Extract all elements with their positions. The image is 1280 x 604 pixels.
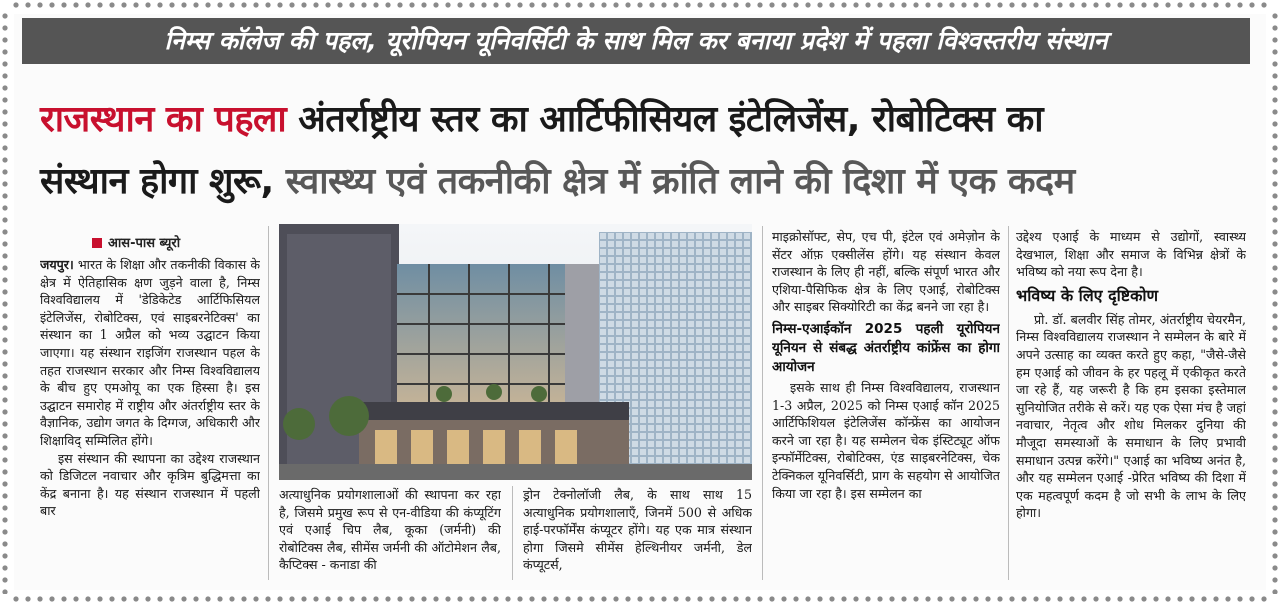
paragraph: माइक्रोसॉफ्ट, सेप, एच पी, इंटेल एवं अमेज़ोन के सेंटर ऑफ़ एक्सीलेंस होंगे। यह संस्थान केवल राजस्थान के लिए ही नहीं, बल्कि संपूर्ण भारत और एशिया-पैसिफिक क्षेत्र के लिए एआई, रोबोटिक्स और साइबर सिक्योरिटी का केंद्र बनने जा रहा है। [772,229,1000,315]
column-rule [268,226,269,580]
dateline: जयपुर। [40,257,74,272]
article-column-4 [772,228,1000,582]
kicker-strap: निम्स कॉलेज की पहल, यूरोपियन यूनिवर्सिटी के साथ मिल कर बनाया प्रदेश में पहला विश्वस्तरीय संस्थान [22,18,1250,64]
article-column-5 [1016,228,1246,582]
dotted-border-bottom [10,594,1270,604]
headline-red-part: राजस्थान का पहला [40,99,287,140]
headline-line2-grey: स्वास्थ्य एवं तकनीकी क्षेत्र में क्रांति लाने की दिशा में एक कदम [273,161,1075,202]
paragraph-text: भारत के शिक्षा और तकनीकी विकास के क्षेत्र में ऐतिहासिक क्षण जुड़ने वाला है, निम्स विश्वविद्यालय में 'डेडिकेटेड आर्टिफिसियल इंटेलिजेंस, रोबोटिक्स, एवं साइबरनेटिक्स' का संस्थान का 1 अप्रैल को भव्य उद्घाटन किया जाएगा। यह संस्थान राइजिंग राजस्थान पहल के तहत राजस्थान सरकार और निम्स विश्वविद्यालय के बीच हुए एमओयू का एक हिस्सा है। इस उद्घाटन समारोह में राष्ट्रीय और अंतर्राष्ट्रीय स्तर के वैज्ञानिक, उद्योग जगत के दिग्गज, अधिकारी और शिक्षाविद् सम्मिलित होंगे। [40,257,260,448]
headline-black-part: अंतर्राष्ट्रीय स्तर का आर्टिफीसियल इंटेलिजेंस, रोबोटिक्स का [286,99,1044,140]
byline-text: आस-पास ब्यूरो [108,236,181,251]
column-rule [762,226,763,580]
dotted-border-right [1270,10,1280,594]
article-column-3: ड्रोन टेक्नोलॉजी लैब, के साथ साथ 15 अत्याधुनिक प्रयोगशालाएँ, जिनमें 500 से अधिक हाई-परफॉर्मेंस कंप्यूटर होंगे। यह एक मात्र संस्थान होगा जिसमे सीमेंस हेल्थिनीयर जर्मनी, डेल कंप्यूटर्स, [523,487,752,573]
paragraph [40,256,260,450]
column-rule [1008,226,1009,580]
dotted-border-left [0,10,10,594]
paragraph: इसके साथ ही निम्स विश्वविद्यालय, राजस्थान 1-3 अप्रैल, 2025 को निम्स एआई कॉन 2025 आर्टिफिशियल इंटेलिजेंस कॉन्फ्रेंस का आयोजन करने जा रहा है। यह सम्मेलन चेक इंस्टिट्यूट ऑफ इन्फॉर्मेटिक्स, रोबोटिक्स, एंड साइबरनेटिक्स, चेक टेक्निकल यूनिवर्सिटी, प्राग के सहयोग से आयोजित किया जा रहा है। इस सम्मेलन का [772,379,1000,501]
building-photo [279,224,752,480]
byline-square-icon [92,238,102,248]
headline-line2-black: संस्थान होगा शुरू, [40,161,274,202]
sub-heading: निम्स-एआईकॉन 2025 पहली यूरोपियन यूनियन से संबद्ध अंतर्राष्ट्रीय कांफ्रेंस का होगा आयोजन [772,320,1000,375]
column-rule [512,486,513,580]
article-column-2: अत्याधुनिक प्रयोगशालाओं की स्थापना कर रहा है, जिसमे प्रमुख रूप से एन-वीडिया की कंप्यूटिंग एवं एआई चिप लैब, कूका (जर्मनी) की रोबोटिक्स लैब, सीमेंस जर्मनी की ऑटोमेशन लैब, कैप्टिक्स - कनाडा की [279,487,501,573]
sub-heading: भविष्य के लिए दृष्टिकोण [1016,285,1159,305]
paragraph: प्रो. डॉ. बलवीर सिंह तोमर, अंतर्राष्ट्रीय चेयरमैन, निम्स विश्वविद्यालय राजस्थान ने सम्मेलन के बारे में अपने उत्साह का व्यक्त करते हुए कहा, "जैसे-जैसे हम एआई को जीवन के हर पहलू में एकीकृत करते जा रहे हैं, यह जरूरी है कि हम इसका इस्तेमाल सुनियोजित तरीके से करें। यह एक ऐसा मंच है जहां नवाचार, नेतृत्व और शोध मिलकर दुनिया की मौजूदा समस्याओं के समाधान के लिए प्रभावी समाधान उत्पन्न करेंगे।" एआई का भविष्य अनंत है, और यह सम्मेलन एआई -प्रेरित भविष्य की दिशा में एक महत्वपूर्ण कदम है जो सभी के लाभ के लिए होगा। [1016,311,1246,521]
building-illustration [279,224,752,480]
paragraph: उद्देश्य एआई के माध्यम से उद्योगों, स्वास्थ्य देखभाल, शिक्षा और समाज के विभिन्न क्षेत्रों के भविष्य को नया रूप देना है। [1016,229,1246,280]
headline-line-1 [40,98,1250,142]
dotted-border-top [10,0,1270,10]
article-column-1 [40,256,260,584]
headline-line-2 [40,160,1250,204]
byline [92,233,180,251]
paragraph: इस संस्थान की स्थापना का उद्देश्य राजस्थान को डिजिटल नवाचार और कृत्रिम बुद्धिमत्ता का केंद्र बनाना है। यह संस्थान राजस्थान में पहली बार [40,450,260,519]
